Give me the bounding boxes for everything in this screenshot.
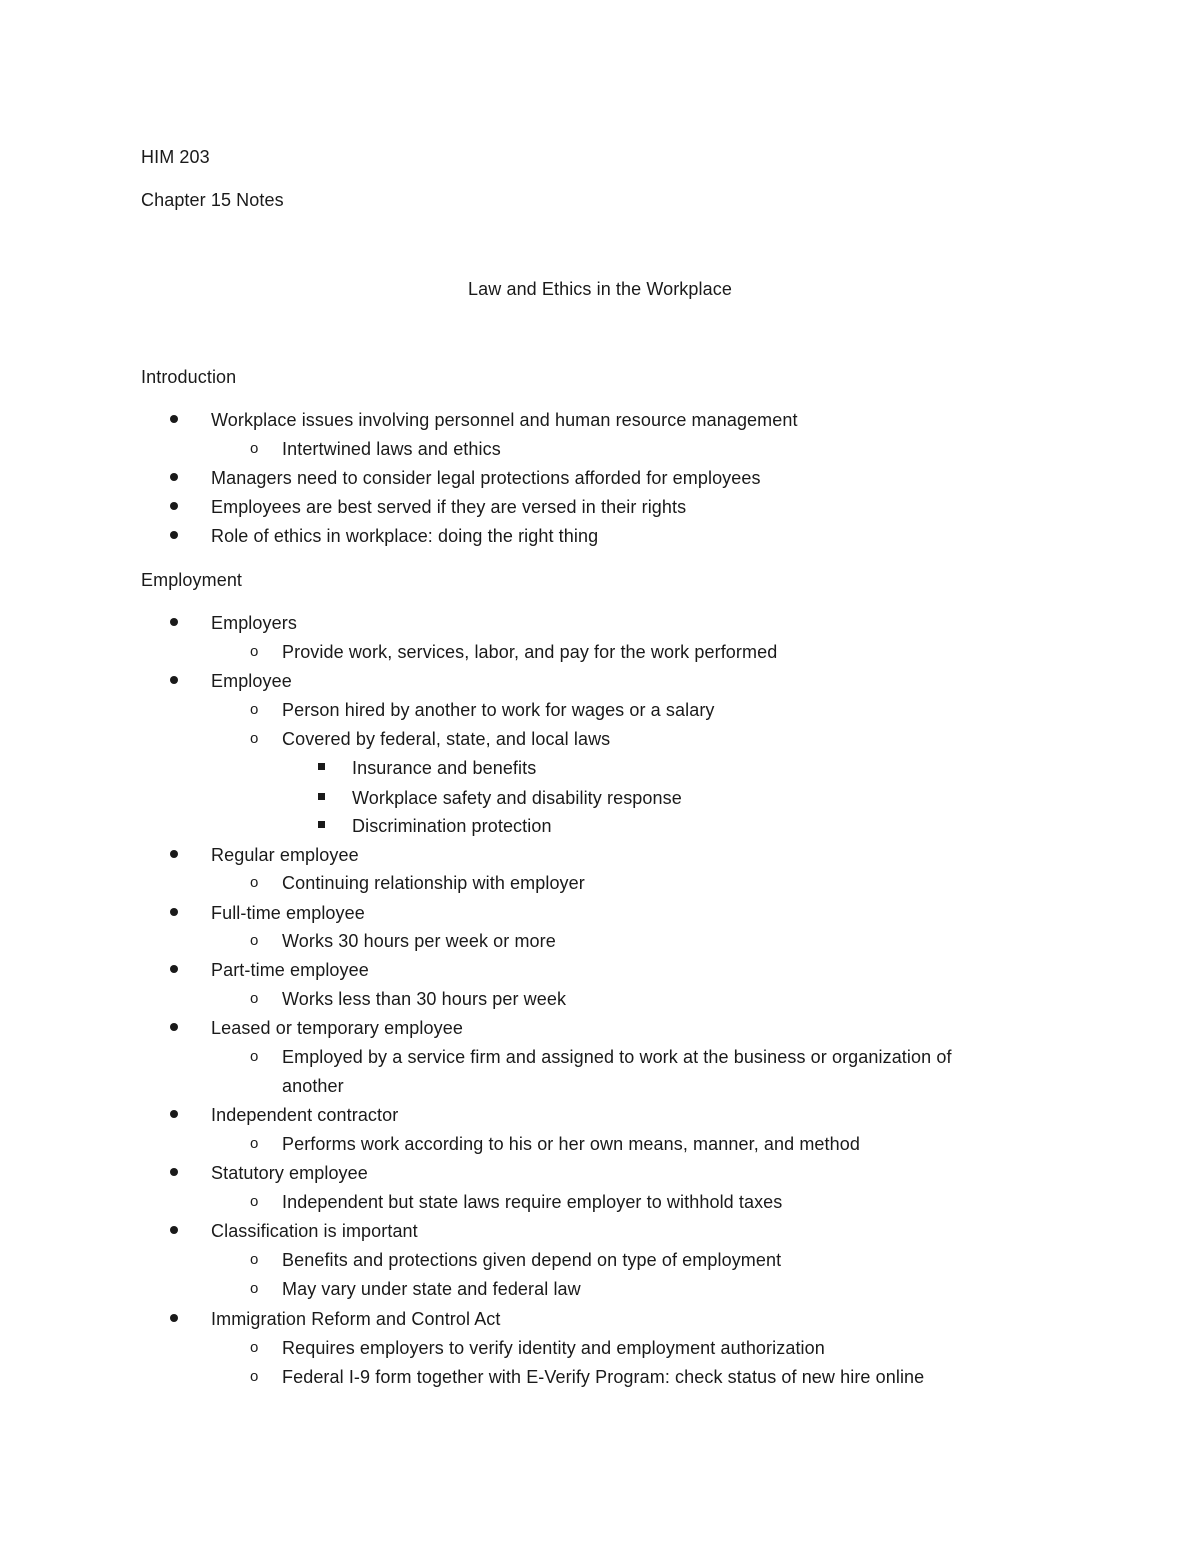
sub-bullet-marker: o — [250, 1193, 259, 1210]
sub-list-item: Performs work according to his or her own means, manner, and method — [282, 1134, 860, 1154]
bullet-icon — [170, 524, 178, 548]
sub-list-item: Requires employers to verify identity and employment authorization — [282, 1338, 825, 1358]
square-bullet-icon — [318, 814, 325, 838]
document-title: Law and Ethics in the Workplace — [468, 279, 732, 299]
bullet-icon — [170, 466, 178, 490]
sub-list-item: Benefits and protections given depend on type of employment — [282, 1250, 782, 1270]
sub-bullet-marker: o — [250, 1339, 259, 1356]
sub-list-item: Independent but state laws require employer to withhold taxes — [282, 1192, 783, 1212]
bullet-icon — [170, 1103, 178, 1127]
bullet-icon — [170, 408, 178, 432]
bullet-icon — [170, 1219, 178, 1243]
sub-bullet-marker: o — [250, 1251, 259, 1268]
course-code: HIM 203 — [141, 147, 210, 167]
list-item: Employees are best served if they are versed in their rights — [211, 497, 687, 517]
sub-list-item: Federal I-9 form together with E-Verify Program: check status of new hire online — [282, 1367, 925, 1387]
bullet-icon — [170, 495, 178, 519]
list-item: Full-time employee — [211, 903, 365, 923]
sub-list-item: Person hired by another to work for wages or a salary — [282, 700, 715, 720]
bullet-icon — [170, 669, 178, 693]
sub-bullet-marker: o — [250, 730, 259, 747]
list-item: Statutory employee — [211, 1163, 368, 1183]
list-item: Leased or temporary employee — [211, 1018, 463, 1038]
bullet-icon — [170, 611, 178, 635]
sub-bullet-marker: o — [250, 932, 259, 949]
list-item: Employee — [211, 671, 292, 691]
bullet-icon — [170, 843, 178, 867]
list-item: Managers need to consider legal protections afforded for employees — [211, 468, 761, 488]
notes-title: Chapter 15 Notes — [141, 190, 284, 210]
list-item: Workplace issues involving personnel and human resource management — [211, 410, 798, 430]
sub-sub-list-item: Discrimination protection — [352, 816, 552, 836]
square-bullet-icon — [318, 756, 325, 780]
sub-list-item: Works less than 30 hours per week — [282, 989, 567, 1009]
bullet-icon — [170, 1016, 178, 1040]
section-heading-introduction: Introduction — [141, 367, 237, 387]
square-bullet-icon — [318, 786, 325, 810]
list-item: Classification is important — [211, 1221, 418, 1241]
sub-bullet-marker: o — [250, 990, 259, 1007]
sub-list-item: Intertwined laws and ethics — [282, 439, 501, 459]
sub-list-item: Works 30 hours per week or more — [282, 931, 556, 951]
sub-list-item: Provide work, services, labor, and pay for the work performed — [282, 642, 778, 662]
sub-list-item: May vary under state and federal law — [282, 1279, 581, 1299]
bullet-icon — [170, 901, 178, 925]
list-item: Immigration Reform and Control Act — [211, 1309, 501, 1329]
sub-bullet-marker: o — [250, 1368, 259, 1385]
sub-bullet-marker: o — [250, 1135, 259, 1152]
list-item: Employers — [211, 613, 297, 633]
bullet-icon — [170, 958, 178, 982]
list-item: Independent contractor — [211, 1105, 399, 1125]
list-item: Role of ethics in workplace: doing the right thing — [211, 526, 599, 546]
sub-list-item: Employed by a service firm and assigned to work at the business or organization of — [282, 1047, 952, 1067]
sub-list-item: Covered by federal, state, and local laws — [282, 729, 611, 749]
sub-sub-list-item: Insurance and benefits — [352, 758, 537, 778]
sub-bullet-marker: o — [250, 1048, 259, 1065]
list-item: Part-time employee — [211, 960, 369, 980]
list-item: Regular employee — [211, 845, 359, 865]
sub-bullet-marker: o — [250, 701, 259, 718]
sub-bullet-marker: o — [250, 1280, 259, 1297]
sub-bullet-marker: o — [250, 643, 259, 660]
sub-list-item: Continuing relationship with employer — [282, 873, 585, 893]
sub-bullet-marker: o — [250, 440, 259, 457]
sub-list-item-continuation: another — [282, 1076, 344, 1096]
bullet-icon — [170, 1161, 178, 1185]
sub-sub-list-item: Workplace safety and disability response — [352, 788, 682, 808]
sub-bullet-marker: o — [250, 874, 259, 891]
section-heading-employment: Employment — [141, 570, 243, 590]
bullet-icon — [170, 1307, 178, 1331]
